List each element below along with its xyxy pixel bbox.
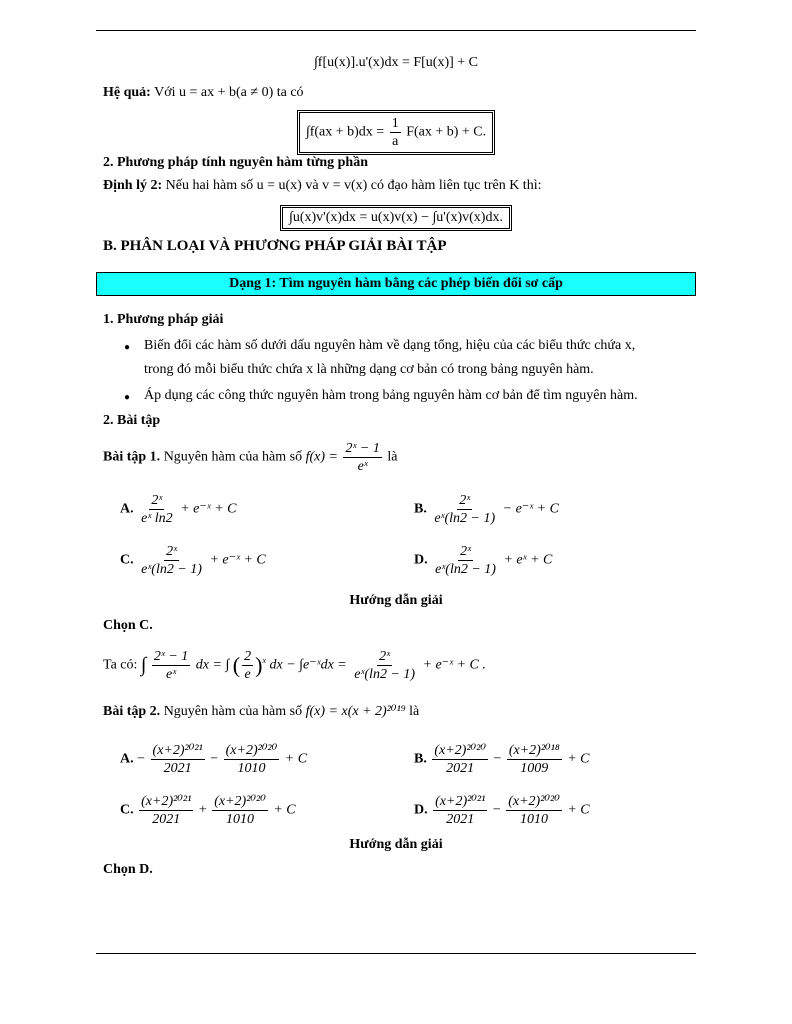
footer-rule (96, 953, 696, 954)
theorem2-text2: có đạo hàm liên tục trên K thì: (370, 178, 542, 193)
ex1-sol-den1: eˣ (166, 667, 177, 682)
bullet-1-line-2: trong đó mỗi biểu thức chứa x là những dạng cơ bản có trong bảng nguyên hàm. (144, 362, 594, 377)
ex1-label: Bài tập 1. (103, 449, 161, 465)
ex2-opt-b-d1: 2021 (446, 761, 475, 776)
ex1-sol-paren-num: 2 (244, 649, 252, 664)
ex1-fraction (343, 440, 381, 475)
ex1-option-a[interactable] (120, 492, 236, 527)
ex1-sol-tail: + e⁻ˣ + C . (422, 657, 486, 673)
corollary-text-after: ta có (276, 85, 304, 100)
ex1-func: f(x) = (305, 449, 338, 465)
part-b-title: B. PHÂN LOẠI VÀ PHƯƠNG PHÁP GIẢI BÀI TẬP (103, 238, 447, 254)
header-rule (96, 30, 696, 31)
ex2-option-d[interactable] (414, 793, 590, 828)
ex2-opt-c-d2: 1010 (226, 812, 255, 827)
bullet-2: Áp dụng các công thức nguyên hàm trong bảng nguyên hàm cơ bản để tìm nguyên hàm. (144, 388, 638, 403)
bullet-dot-1: ● (124, 342, 131, 353)
ex2-option-b[interactable] (414, 742, 590, 777)
ex1-num: 2ˣ − 1 (345, 441, 380, 456)
theorem2-formula-text: ∫u(x)v'(x)dx = u(x)v(x) − ∫u'(x)v(x)dx. (280, 205, 512, 231)
ex1-opt-c-label: C. (120, 552, 134, 568)
ex2-opt-c-n2: (x+2)²⁰²⁰ (214, 794, 266, 809)
ex1-opt-a-tail: + e⁻ˣ + C (180, 501, 237, 517)
ex1-opt-c-tail: + e⁻ˣ + C (209, 552, 266, 568)
exercises-title: 2. Bài tập (103, 413, 161, 428)
ex1-opt-c-num: 2ˣ (166, 544, 178, 559)
ex2-opt-a-sign: − (137, 751, 146, 767)
theorem2-label: Định lý 2: (103, 178, 163, 193)
ex1-text: Nguyên hàm của hàm số (163, 449, 303, 465)
ex2-opt-d-n1: (x+2)²⁰²¹ (435, 794, 486, 809)
ex1-opt-a-num: 2ˣ (151, 493, 163, 508)
ex2-label: Bài tập 2. (103, 704, 161, 719)
ex1-question (103, 440, 398, 475)
ex2-opt-b-label: B. (414, 751, 427, 767)
corollary-formula-left: ∫f(ax + b)dx = (305, 124, 385, 140)
section-2-title: 2. Phương pháp tính nguyên hàm từng phần (103, 155, 368, 170)
corollary-text-before: Với (154, 85, 176, 100)
ex1-opt-d-label: D. (414, 552, 428, 568)
ex2-opt-c-label: C. (120, 802, 134, 818)
ex2-opt-c-d1: 2021 (152, 812, 181, 827)
banner-dang-1: Dạng 1: Tìm nguyên hàm bằng các phép biến đổi sơ cấp (96, 272, 696, 296)
theorem2-u: u = u(x) (256, 178, 302, 193)
ex2-opt-c-op: + (198, 802, 207, 818)
ex2-opt-c-n1: (x+2)²⁰²¹ (141, 794, 192, 809)
ex2-opt-d-d2: 1010 (520, 812, 549, 827)
ex2-opt-a-label: A. (120, 751, 134, 767)
ex2-func: f(x) = x(x + 2)²⁰¹⁹ (305, 704, 406, 719)
theorem2-text1: Nếu hai hàm số (165, 178, 254, 193)
ex1-den: eˣ (357, 459, 368, 474)
theorem2-v: v = v(x) (322, 178, 368, 193)
ex2-opt-d-op: − (492, 802, 501, 818)
ex2-opt-b-d2: 1009 (520, 761, 549, 776)
ex2-question (103, 703, 419, 720)
ex1-opt-b-label: B. (414, 501, 427, 517)
ex2-opt-b-tail: + C (567, 751, 590, 767)
ex1-sol-after: dx − ∫e⁻ˣdx = (269, 657, 347, 673)
ex2-opt-a-d2: 1010 (237, 761, 266, 776)
ex1-opt-b-den: eˣ(ln2 − 1) (434, 511, 496, 526)
ex1-option-d[interactable] (414, 543, 552, 578)
corollary-formula-right: F(ax + b) + C. (406, 124, 487, 140)
ex1-suffix: là (387, 449, 398, 465)
ex2-suffix: là (409, 704, 420, 719)
ex2-opt-a-d1: 2021 (163, 761, 192, 776)
ex1-opt-d-tail: + eˣ + C (503, 552, 553, 568)
ex2-opt-a-tail: + C (284, 751, 308, 767)
ex2-option-a[interactable] (120, 742, 307, 777)
ex2-opt-d-d1: 2021 (446, 812, 475, 827)
ex2-opt-a-n1: (x+2)²⁰²¹ (152, 743, 203, 758)
ex2-text: Nguyên hàm của hàm số (163, 704, 303, 719)
ex1-opt-d-den: eˣ(ln2 − 1) (435, 562, 496, 577)
ex1-sol-mid: dx = ∫ (195, 657, 230, 673)
ex1-opt-b-num: 2ˣ (459, 493, 471, 508)
bullet-dot-2: ● (124, 392, 131, 403)
theorem2-line (103, 178, 541, 194)
ex2-answer: Chọn D. (103, 862, 153, 877)
ex1-opt-a-label: A. (120, 501, 134, 517)
corollary-formula (0, 110, 792, 155)
ex1-opt-c-den: eˣ(ln2 − 1) (141, 562, 202, 577)
ex1-opt-b-tail: − e⁻ˣ + C (502, 501, 559, 517)
ex1-solution-prefix: Ta có: (103, 657, 138, 673)
theorem2-and: và (305, 178, 319, 193)
corollary-frac-den: a (392, 134, 399, 149)
ex1-sol-res-num: 2ˣ (379, 649, 391, 664)
ex2-option-c[interactable] (120, 793, 296, 828)
corollary-frac-num: 1 (391, 116, 399, 131)
ex1-solution: Ta có: ∫ $\frac{\text{2ˣ − 1}}{\text{eˣ}}$ dx = ∫ ( $\frac{2}{e}$ )$^x$ dx − ∫e⁻ˣdx = $\frac{\text{2ˣ}}{\text{eˣ(ln2 − 1)}}$ + e⁻ˣ + C . (103, 649, 486, 682)
ex1-opt-d-num: 2ˣ (460, 544, 472, 559)
method-title: 1. Phương pháp giải (103, 312, 224, 327)
ex2-opt-d-n2: (x+2)²⁰²⁰ (508, 794, 560, 809)
ex1-solution-heading: Hướng dẫn giải (349, 593, 443, 608)
theorem2-formula (0, 205, 792, 231)
theorem-formula (0, 55, 792, 71)
ex2-opt-a-n2: (x+2)²⁰²⁰ (225, 743, 278, 758)
ex1-opt-a-den: eˣ ln2 (141, 511, 173, 526)
corollary-condition: u = ax + b(a ≠ 0) (179, 85, 274, 100)
ex2-opt-b-n1: (x+2)²⁰²⁰ (434, 743, 486, 758)
ex2-opt-b-op: − (493, 751, 502, 767)
ex1-sol-num1: 2ˣ − 1 (153, 649, 189, 664)
bullet-1-line-1: Biến đổi các hàm số dưới dấu nguyên hàm về dạng tổng, hiệu của các biểu thức chứa x, (144, 338, 636, 353)
ex1-answer: Chọn C. (103, 618, 153, 633)
ex2-opt-d-label: D. (414, 802, 428, 818)
ex2-opt-c-tail: + C (273, 802, 296, 818)
theorem-formula-text: ∫f[u(x)].u'(x)dx = F[u(x)] + C (313, 55, 479, 70)
ex2-opt-d-tail: + C (567, 802, 590, 818)
ex2-solution-heading: Hướng dẫn giải (349, 837, 443, 852)
ex1-option-b[interactable] (414, 492, 559, 527)
ex2-opt-b-n2: (x+2)²⁰¹⁸ (508, 743, 560, 758)
ex1-sol-paren-den: e (244, 667, 251, 682)
ex1-option-c[interactable] (120, 543, 266, 578)
ex2-opt-a-op: − (210, 751, 219, 767)
corollary-label: Hệ quả: (103, 85, 151, 100)
ex1-sol-res-den: eˣ(ln2 − 1) (354, 667, 416, 682)
corollary-line (103, 85, 304, 101)
corollary-fraction (390, 115, 401, 150)
